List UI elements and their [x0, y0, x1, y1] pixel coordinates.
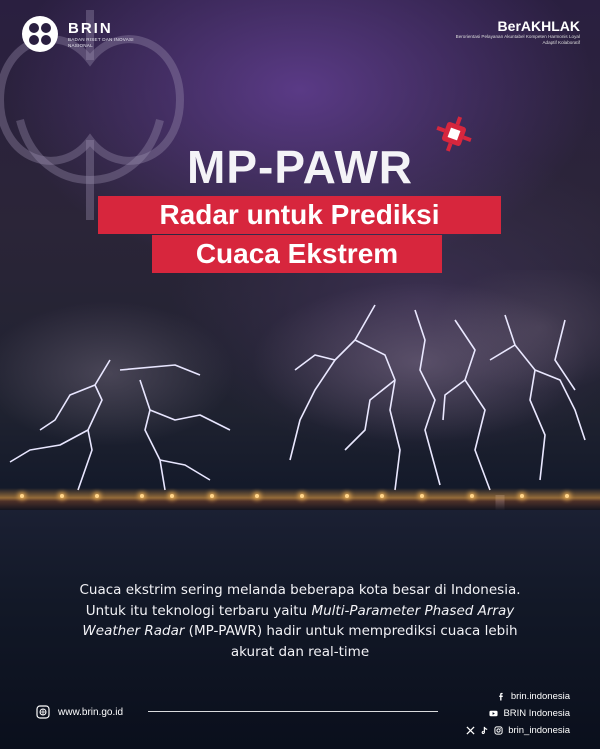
- website-url: www.brin.go.id: [58, 706, 124, 718]
- description-line-3-italic: Weather Radar: [82, 623, 185, 639]
- youtube-handle: BRIN Indonesia: [503, 708, 570, 719]
- lightning-right: [275, 300, 595, 500]
- description-line-4: akurat dan real-time: [230, 643, 370, 660]
- spark-icon: [430, 110, 478, 158]
- x-tiktok-instagram-handle: brin_indonesia: [508, 725, 570, 736]
- description-line-1: Cuaca ekstrim sering melanda beberapa kota besar di Indonesia.: [79, 582, 521, 598]
- x-icon: [466, 726, 475, 735]
- globe-icon: [36, 705, 50, 719]
- description-line-3-plain: (MP-PAWR) hadir untuk memprediksi cuaca lebih: [184, 623, 518, 639]
- berakhlak-badge: [450, 18, 580, 46]
- footer-divider: [148, 711, 438, 712]
- x-tiktok-instagram-link[interactable]: [466, 722, 570, 739]
- lightning-left: [0, 350, 260, 500]
- brin-logo-icon: [20, 14, 60, 54]
- city-lights: [0, 494, 600, 504]
- subtitle-ribbon-line2: Cuaca Ekstrem: [152, 235, 442, 273]
- website-link[interactable]: [36, 705, 123, 719]
- description-line-3: [40, 621, 560, 642]
- youtube-link[interactable]: [466, 705, 570, 722]
- description-line-2: [40, 601, 560, 622]
- description-line-2-italic: Multi-Parameter Phased Array: [311, 602, 515, 619]
- subtitle-ribbon-line1: Radar untuk Prediksi: [98, 196, 501, 234]
- tiktok-icon: [480, 726, 489, 735]
- brin-logo[interactable]: [20, 14, 138, 54]
- youtube-icon: [489, 709, 498, 718]
- badge-subtitle: Berorientasi Pelayanan Akuntabel Kompeten Harmonis Loyal Adaptif Kolaboratif: [455, 34, 580, 45]
- facebook-icon: [497, 692, 506, 701]
- social-links: [466, 688, 570, 739]
- instagram-icon: [494, 726, 503, 735]
- logo-subtitle: BADAN RISET DAN INOVASI NASIONAL: [68, 36, 134, 48]
- description-line-2-plain: Untuk itu teknologi terbaru yaitu: [85, 602, 312, 619]
- description-paragraph: [40, 580, 560, 662]
- facebook-handle: brin.indonesia: [510, 691, 570, 702]
- logo-name: BRIN: [68, 19, 113, 37]
- facebook-link[interactable]: [466, 688, 570, 705]
- page-title: MP-PAWR: [187, 141, 413, 193]
- badge-title: BerAKHLAK: [497, 18, 580, 34]
